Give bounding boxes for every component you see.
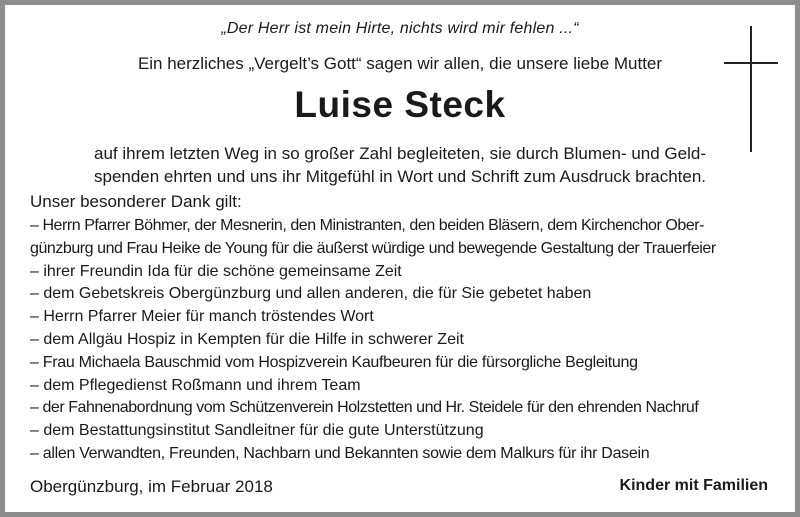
thanks-item: – dem Gebetskreis Obergünzburg und allen anderen, die für Sie gebetet haben	[30, 285, 592, 303]
thanks-item: – dem Bestattungsinstitut Sandleitner für die gute Unterstützung	[30, 422, 484, 440]
cross-icon	[724, 26, 778, 152]
thanks-list	[30, 215, 775, 466]
thanks-item: – dem Pflegedienst Roßmann und ihrem Team	[30, 376, 361, 394]
place-date: Obergünzburg, im Februar 2018	[30, 477, 273, 496]
cross-horizontal-bar	[724, 62, 778, 64]
thanks-item: – Herrn Pfarrer Meier für manch tröstendes Wort	[30, 308, 374, 326]
thanks-item: – allen Verwandten, Freunden, Nachbarn und Bekannten sowie dem Malkurs für ihr Dasein	[30, 444, 650, 462]
thanks-item: – der Fahnenabordnung vom Schützenverein Holzstetten und Hr. Steidele für den ehrenden Nachruf	[30, 399, 699, 417]
body-line: spenden ehrten und uns ihr Mitgefühl in Wort und Schrift zum Ausdruck brachten.	[93, 167, 707, 186]
intro-text: Ein herzliches „Vergelt’s Gott“ sagen wir allen, die unsere liebe Mutter	[137, 54, 663, 73]
thanks-item: – ihrer Freundin Ida für die schöne gemeinsame Zeit	[30, 262, 402, 280]
thanks-item: – dem Allgäu Hospiz in Kempten für die Hilfe in schwerer Zeit	[30, 330, 464, 348]
thanks-heading: Unser besonderer Dank gilt:	[30, 192, 242, 211]
bible-quote: „Der Herr ist mein Hirte, nichts wird mir fehlen ...“	[221, 20, 579, 37]
thanks-item: günzburg und Frau Heike de Young für die äußerst würdige und bewegende Gestaltung der Trauerfeier	[30, 239, 716, 257]
thanks-item: – Frau Michaela Bauschmid vom Hospizverein Kaufbeuren für die fürsorgliche Begleitung	[30, 353, 638, 371]
body-line: auf ihrem letzten Weg in so großer Zahl begleiteten, sie durch Blumen- und Geld-	[94, 144, 706, 163]
signature: Kinder mit Familien	[619, 477, 768, 494]
deceased-name: Luise Steck	[294, 84, 506, 125]
thanks-item: – Herrn Pfarrer Böhmer, der Mesnerin, den Ministranten, den beiden Bläsern, dem Kirchenchor Ober-	[30, 217, 705, 234]
cross-vertical-bar	[750, 26, 752, 152]
body-text	[60, 142, 740, 188]
